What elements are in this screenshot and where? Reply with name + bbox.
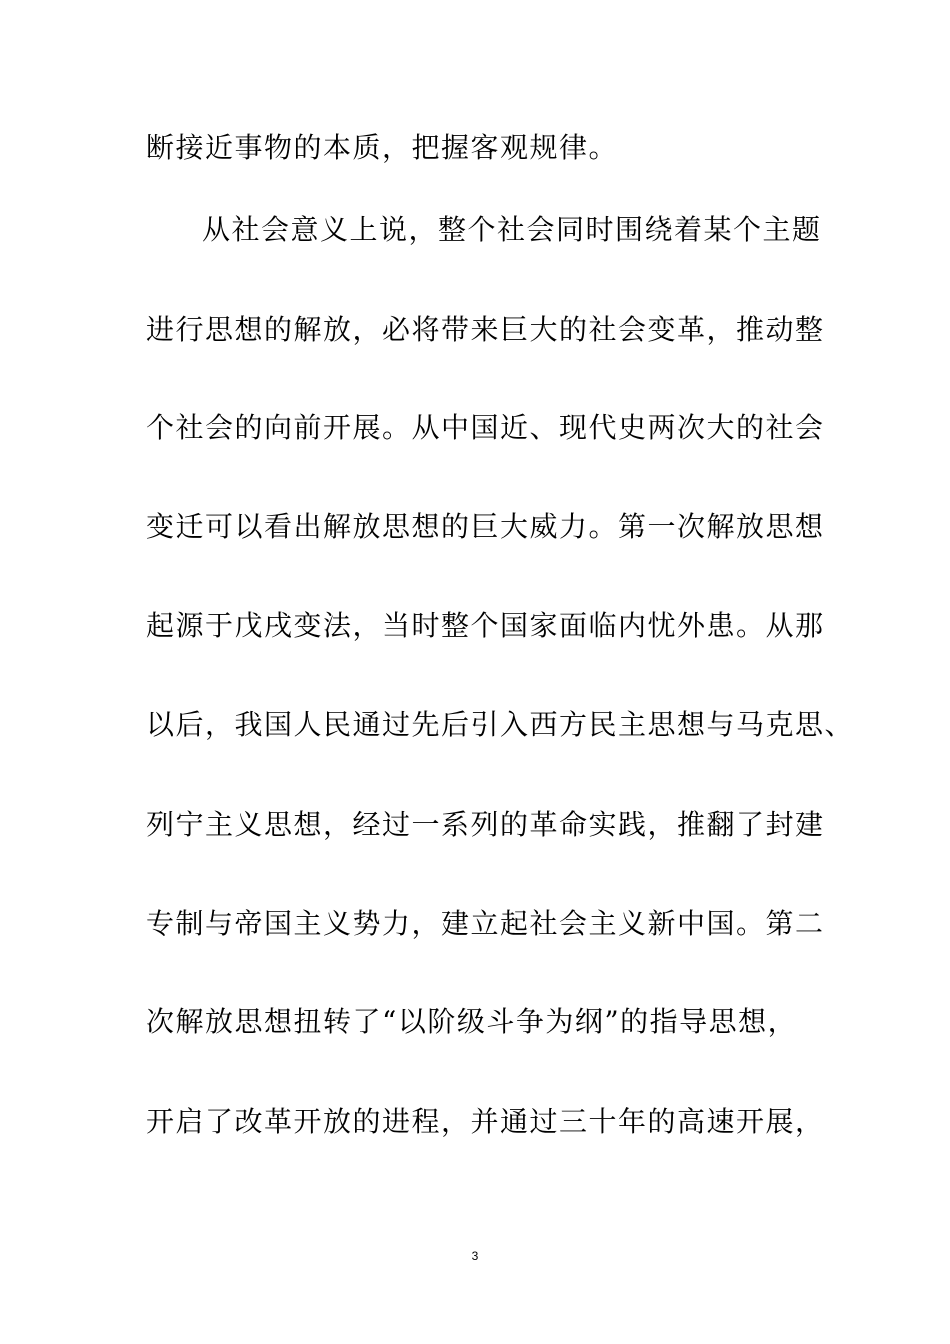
text-line-1: 断接近事物的本质，把握客观规律。 xyxy=(146,131,619,164)
text-line-6: 起源于戊戌变法，当时整个国家面临内忧外患。从那 xyxy=(146,609,825,642)
text-line-11: 开启了改革开放的进程，并通过三十年的高速开展， xyxy=(146,1105,825,1138)
text-line-8: 列宁主义思想，经过一系列的革命实践，推翻了封建 xyxy=(146,808,825,841)
text-line-10: 次解放思想扭转了“以阶级斗争为纲”的指导思想， xyxy=(146,1005,798,1038)
text-line-3: 进行思想的解放，必将带来巨大的社会变革，推动整 xyxy=(146,313,825,346)
text-line-9: 专制与帝国主义势力，建立起社会主义新中国。第二 xyxy=(146,907,825,940)
text-line-7: 以后，我国人民通过先后引入西方民主思想与马克思、 xyxy=(146,708,855,741)
text-line-2: 从社会意义上说，整个社会同时围绕着某个主题 xyxy=(202,213,822,246)
text-line-5: 变迁可以看出解放思想的巨大威力。第一次解放思想 xyxy=(146,510,825,543)
text-line-4: 个社会的向前开展。从中国近、现代史两次大的社会 xyxy=(146,411,825,444)
page-number: 3 xyxy=(471,1249,479,1263)
